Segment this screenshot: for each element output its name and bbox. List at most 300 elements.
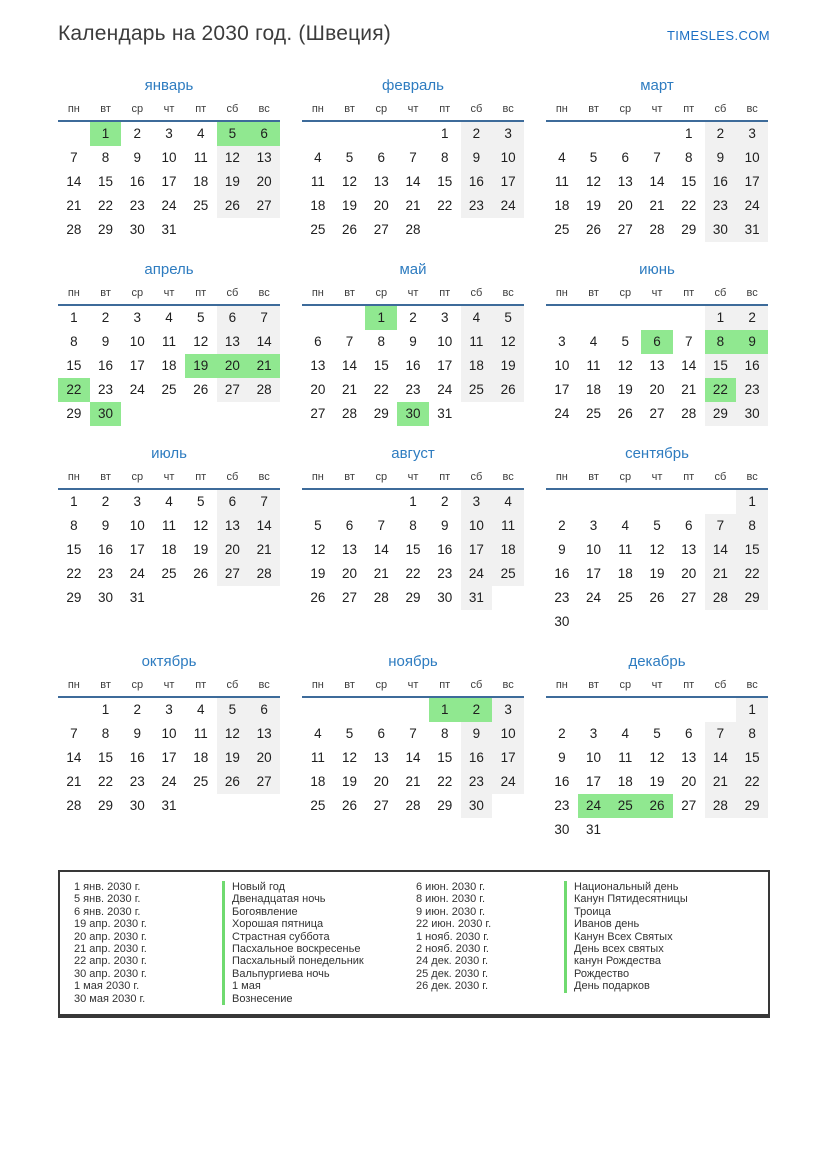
day-cell: 16 [554,774,570,789]
month-title: июнь [639,261,675,278]
day-cell: 13 [681,750,697,765]
day-cell: 19 [586,198,602,213]
legend-row [74,968,416,980]
day-cell: 5 [653,726,661,741]
day-cell [397,122,429,146]
day-cell: 10 [736,146,768,170]
day-cell: 11 [310,750,325,765]
legend-row [74,893,416,905]
holiday-date: 5 янв. 2030 г. [74,893,141,906]
day-cell: 14 [705,746,737,770]
day-cell: 16 [129,174,145,189]
weekday-header: сб [470,679,483,691]
day-cell: 11 [193,726,208,741]
day-cell: 5 [492,306,524,330]
day-cell: 30 [705,218,737,242]
month-title: ноябрь [388,653,438,670]
day-cell: 9 [461,146,493,170]
month-day-grid [546,467,768,634]
weekday-header: вс [502,103,514,115]
day-cell: 5 [217,122,249,146]
holiday-name: канун Рождества [564,955,661,967]
day-cell [705,698,737,722]
month-december [546,653,768,842]
day-cell: 9 [558,542,566,557]
weekday-header: чт [651,103,663,115]
day-cell: 16 [461,170,493,194]
month-may [302,261,524,426]
day-cell: 9 [705,146,737,170]
day-cell: 4 [621,726,630,741]
day-cell: 24 [578,794,610,818]
day-cell: 13 [248,146,280,170]
day-cell [546,490,578,514]
day-cell [302,122,334,146]
day-cell: 5 [314,518,322,533]
day-cell: 23 [129,198,145,213]
holiday-date: 2 нояб. 2030 г. [416,943,489,956]
day-cell: 24 [437,382,453,397]
day-cell: 1 [736,698,768,722]
day-cell: 21 [405,774,421,789]
day-cell [302,698,334,722]
day-cell: 14 [681,358,697,373]
day-cell: 25 [193,774,209,789]
day-cell: 9 [133,726,142,741]
day-cell: 7 [248,306,280,330]
weekday-header: вт [100,103,111,115]
day-cell [365,122,397,146]
day-cell: 19 [217,170,249,194]
day-cell: 17 [129,358,145,373]
day-cell: 6 [248,122,280,146]
weekday-header: пт [195,103,207,115]
month-february [302,77,524,242]
day-cell: 20 [248,170,280,194]
day-cell: 2 [101,310,110,325]
day-cell: 2 [705,122,737,146]
day-cell: 31 [161,222,177,237]
day-cell: 20 [310,382,326,397]
month-july [58,445,280,634]
day-cell: 24 [161,774,177,789]
day-cell: 31 [129,590,145,605]
holiday-name: Новый год [222,881,285,893]
day-cell [492,402,524,426]
day-cell: 21 [649,198,665,213]
weekday-header: пн [555,103,568,115]
weekday-header: вс [746,287,758,299]
day-cell [609,698,641,722]
day-cell: 25 [492,562,524,586]
day-cell: 7 [653,150,661,165]
day-cell: 23 [405,382,421,397]
day-cell: 26 [217,770,249,794]
day-cell: 5 [653,518,661,533]
holiday-date: 20 апр. 2030 г. [74,930,147,943]
day-cell [217,218,249,242]
weekday-header: вт [344,471,355,483]
day-cell: 19 [193,542,209,557]
weekday-header: пт [683,103,695,115]
day-cell: 18 [193,174,209,189]
month-august [302,445,524,634]
day-cell: 5 [621,334,630,349]
day-cell: 13 [649,358,665,373]
day-cell: 10 [492,146,524,170]
day-cell: 13 [681,542,697,557]
weekday-header: вт [100,471,111,483]
day-cell: 17 [736,170,768,194]
day-cell [334,122,366,146]
weekday-header: чт [651,679,663,691]
day-cell: 14 [705,538,737,562]
legend-row [416,968,758,980]
day-cell: 11 [193,150,208,165]
holiday-date: 22 апр. 2030 г. [74,955,147,968]
day-cell [302,490,334,514]
holiday-name: Вальпургиева ночь [222,968,330,980]
day-cell: 30 [129,798,145,813]
holiday-name: Двенадцатая ночь [222,893,326,905]
day-cell: 9 [461,722,493,746]
weekday-header: сб [470,471,483,483]
month-day-grid [546,99,768,242]
day-cell: 19 [649,566,665,581]
day-cell: 27 [248,194,280,218]
day-cell: 17 [461,538,493,562]
day-cell: 5 [196,310,205,325]
day-cell: 25 [609,794,641,818]
day-cell: 13 [617,174,633,189]
weekday-header: ср [375,287,388,299]
day-cell: 19 [492,354,524,378]
day-cell: 22 [66,566,82,581]
day-cell: 30 [90,402,122,426]
weekday-header: чт [651,287,663,299]
day-cell: 30 [129,222,145,237]
weekday-header: сб [226,103,239,115]
weekday-header: пт [439,471,451,483]
day-cell: 10 [161,150,177,165]
legend-column-left [74,881,416,1005]
day-cell [334,306,366,330]
day-cell: 25 [586,406,602,421]
day-cell: 1 [70,310,78,325]
weekday-header: пт [683,471,695,483]
day-cell: 29 [736,586,768,610]
weekday-header: вт [588,471,599,483]
day-cell: 30 [437,590,453,605]
day-cell: 18 [161,542,177,557]
day-cell [578,610,610,634]
day-cell: 19 [310,566,326,581]
holiday-name: Вознесение [222,993,293,1005]
weekday-header: пн [311,103,324,115]
day-cell: 18 [617,566,633,581]
day-cell [546,306,578,330]
day-cell [641,122,673,146]
weekday-header: пн [555,679,568,691]
legend-row [416,980,758,992]
day-cell: 3 [589,726,598,741]
day-cell: 19 [217,746,249,770]
page-title: Календарь на 2030 год. (Швеция) [58,22,391,45]
day-cell: 6 [377,150,386,165]
day-cell: 28 [405,798,421,813]
day-cell: 4 [196,702,205,717]
day-cell: 3 [133,310,142,325]
holiday-date: 21 апр. 2030 г. [74,943,147,956]
month-title: август [391,445,435,462]
weekday-header: пт [195,287,207,299]
day-cell: 21 [66,774,82,789]
weekday-header: пт [439,679,451,691]
months-grid [58,77,770,842]
day-cell: 12 [342,750,358,765]
holiday-name: Канун Всех Святых [564,931,673,943]
month-title: март [640,77,674,94]
day-cell [248,586,280,610]
day-cell: 29 [437,798,453,813]
day-cell: 21 [405,198,421,213]
day-cell: 26 [310,590,326,605]
day-cell: 15 [66,358,82,373]
day-cell: 28 [66,222,82,237]
day-cell: 10 [554,358,570,373]
weekday-header: вт [100,287,111,299]
day-cell: 28 [405,222,421,237]
weekday-header: вс [258,679,270,691]
day-cell: 30 [554,614,570,629]
day-cell: 13 [373,750,389,765]
day-cell: 17 [161,174,177,189]
day-cell: 12 [586,174,602,189]
day-cell: 16 [98,542,114,557]
weekday-header: чт [407,679,419,691]
day-cell: 7 [705,722,737,746]
day-cell: 13 [217,330,249,354]
weekday-header: сб [714,471,727,483]
day-cell: 26 [342,798,358,813]
day-cell: 20 [217,354,249,378]
day-cell: 26 [342,222,358,237]
day-cell: 3 [492,122,524,146]
holiday-date: 30 мая 2030 г. [74,992,146,1005]
day-cell [673,490,705,514]
day-cell: 22 [681,198,697,213]
weekday-header: чт [163,471,175,483]
day-cell: 26 [492,378,524,402]
day-cell: 12 [617,358,633,373]
day-cell: 2 [461,122,493,146]
weekday-header: пт [439,287,451,299]
day-cell: 28 [373,590,389,605]
day-cell: 30 [461,794,493,818]
day-cell: 24 [736,194,768,218]
day-cell: 8 [409,518,417,533]
weekday-header: пн [67,103,80,115]
day-cell: 27 [681,798,697,813]
day-cell: 25 [193,198,209,213]
day-cell: 27 [373,222,389,237]
day-cell: 19 [342,198,358,213]
legend-row [416,906,758,918]
day-cell: 29 [373,406,389,421]
day-cell: 10 [586,750,602,765]
holiday-date: 26 дек. 2030 г. [416,980,489,993]
day-cell: 22 [373,382,389,397]
weekday-header: вс [258,103,270,115]
day-cell: 2 [558,518,566,533]
day-cell: 29 [736,794,768,818]
day-cell [673,306,705,330]
day-cell [641,698,673,722]
day-cell: 1 [70,494,78,509]
day-cell: 24 [586,590,602,605]
day-cell: 21 [248,538,280,562]
holiday-date: 1 янв. 2030 г. [74,881,141,893]
weekday-header: чт [163,103,175,115]
day-cell: 6 [314,334,322,349]
day-cell: 21 [681,382,697,397]
weekday-header: пн [67,679,80,691]
day-cell: 2 [409,310,417,325]
day-cell [492,794,524,818]
month-day-grid [58,675,280,818]
day-cell: 19 [649,774,665,789]
day-cell: 11 [492,514,524,538]
day-cell: 12 [649,542,665,557]
day-cell: 7 [409,150,417,165]
day-cell: 14 [248,514,280,538]
day-cell: 6 [621,150,630,165]
legend-column-right [416,881,758,1005]
day-cell: 26 [193,382,209,397]
legend-row [74,918,416,930]
day-cell: 20 [373,198,389,213]
day-cell: 1 [409,494,417,509]
day-cell: 15 [98,174,114,189]
weekday-header: пт [439,103,451,115]
day-cell: 15 [437,750,453,765]
day-cell [609,122,641,146]
day-cell: 30 [98,590,114,605]
day-cell: 5 [589,150,598,165]
day-cell: 4 [314,726,322,741]
day-cell: 6 [377,726,386,741]
month-title: январь [144,77,194,94]
day-cell [705,490,737,514]
day-cell: 5 [345,150,354,165]
day-cell: 15 [736,538,768,562]
day-cell: 13 [342,542,358,557]
weekday-header: ср [131,679,144,691]
day-cell: 11 [554,174,569,189]
day-cell: 17 [554,382,570,397]
day-cell: 1 [705,306,737,330]
day-cell: 21 [248,354,280,378]
day-cell: 14 [649,174,665,189]
day-cell: 13 [310,358,326,373]
day-cell [365,490,397,514]
day-cell: 24 [129,566,145,581]
day-cell: 31 [586,822,602,837]
weekday-header: ср [375,471,388,483]
day-cell: 11 [586,358,601,373]
day-cell: 22 [736,562,768,586]
holiday-date: 1 мая 2030 г. [74,980,140,993]
day-cell [673,818,705,842]
day-cell: 22 [98,774,114,789]
weekday-header: пн [311,679,324,691]
day-cell [217,402,249,426]
day-cell: 30 [397,402,429,426]
day-cell: 23 [736,378,768,402]
day-cell [641,818,673,842]
day-cell: 2 [558,726,566,741]
day-cell: 10 [492,722,524,746]
weekday-header: сб [226,471,239,483]
day-cell [673,698,705,722]
legend-row [416,918,758,930]
day-cell: 23 [461,770,493,794]
holiday-name: Пасхальное воскресенье [222,943,360,955]
day-cell: 13 [373,174,389,189]
day-cell: 15 [373,358,389,373]
day-cell [609,818,641,842]
day-cell: 8 [377,334,386,349]
legend-row [74,980,416,992]
day-cell: 7 [377,518,386,533]
day-cell: 15 [66,542,82,557]
day-cell [217,586,249,610]
day-cell: 6 [684,518,693,533]
day-cell: 24 [554,406,570,421]
day-cell: 9 [440,518,449,533]
day-cell: 18 [193,750,209,765]
legend-row [74,993,416,1005]
weekday-header: сб [226,679,239,691]
weekday-header: ср [131,103,144,115]
day-cell: 14 [373,542,389,557]
holiday-name: Канун Пятидесятницы [564,893,688,905]
day-cell [705,818,737,842]
day-cell: 21 [705,562,737,586]
legend-row [74,943,416,955]
day-cell [736,818,768,842]
day-cell: 22 [736,770,768,794]
weekday-header: пн [555,471,568,483]
weekday-header: вс [502,287,514,299]
day-cell: 2 [133,126,142,141]
weekday-header: вс [502,471,514,483]
brand-link[interactable]: TIMESLES.COM [666,28,770,43]
weekday-header: вс [746,679,758,691]
day-cell [492,586,524,610]
day-cell [334,490,366,514]
day-cell: 27 [681,590,697,605]
day-cell: 5 [217,698,249,722]
day-cell: 13 [217,514,249,538]
month-march [546,77,768,242]
day-cell [673,610,705,634]
weekday-header: ср [131,471,144,483]
weekday-header: ср [619,679,632,691]
weekday-header: ср [375,679,388,691]
day-cell: 22 [705,378,737,402]
day-cell: 20 [681,774,697,789]
